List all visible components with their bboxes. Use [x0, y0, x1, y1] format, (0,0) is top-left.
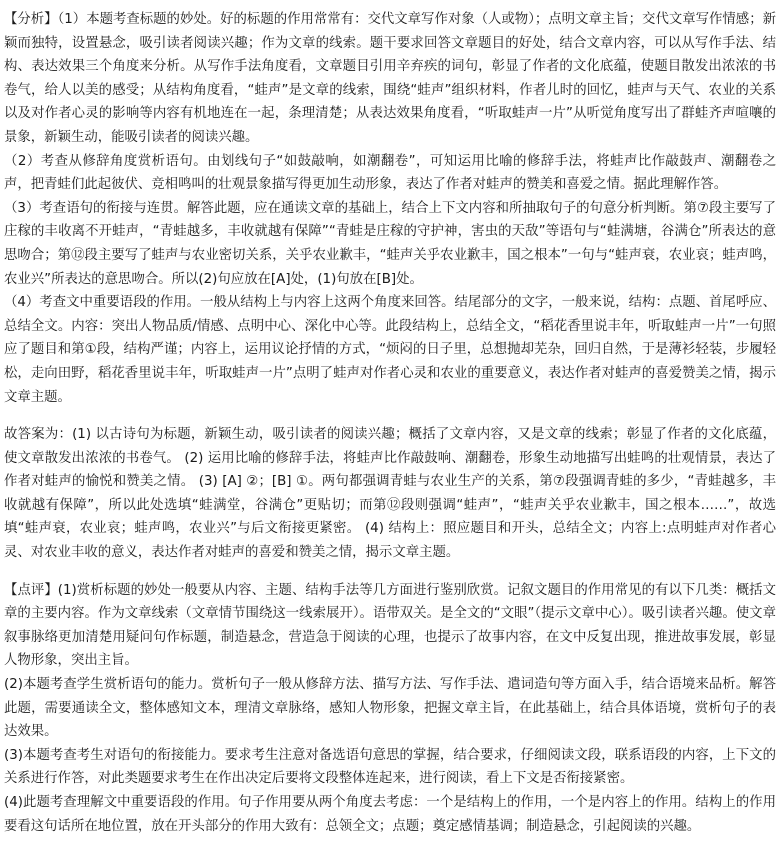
analysis-paragraph: （2）考查从修辞角度赏析语句。由划线句子“如鼓敲响，如潮翻卷”，可知运用比喻的修辞手法，将蛙声比作敲鼓声、潮翻卷之声，把青蛙们此起彼伏、竞相鸣叫的壮观景象描写得更加生动形象，表达了作者对蛙声的赞美和喜爱之情。据此理解作答。 — [4, 153, 776, 193]
comment-paragraph: (3)本题考查考生对语句的衔接能力。要求考生注意对备选语句意思的掌握，结合要求，仔细阅读文段，联系语段的内容，上下文的关系进行作答，对此类题要求考生在作出决定后要将文段整体连起来，进行阅读，看上下文是否衔接紧密。 — [4, 747, 776, 787]
comment-paragraph: 【点评】(1)赏析标题的妙处一般要从内容、主题、结构手法等几方面进行鉴别欣赏。记叙文题目的作用常见的有以下几类：概括文章的主要内容。作为文章线索（文章情节围绕这一线索展开）。语带双关。是全文的“文眼”（提示文章中心）。吸引读者兴趣。使文章叙事脉络更加清楚用疑问句作标题，制造悬念，营造急于阅读的心理，也提示了故事内容，在文中反复出现，推进故事发展，彰显人物形象，突出主旨。 — [4, 582, 776, 669]
comment-paragraph: (4)此题考查理解文中重要语段的作用。句子作用要从两个角度去考虑：一个是结构上的作用，一个是内容上的作用。结构上的作用要看这句话所在地位置，放在开头部分的作用大致有：总领全文；点题；奠定感情基调；制造悬念，引起阅读的兴趣。 — [4, 795, 776, 834]
comment-paragraph: (2)本题考查学生赏析语句的能力。赏析句子一般从修辞方法、描写方法、写作手法、遣词造句等方面入手，结合语境来品析。解答此题，需要通读全文，整体感知文本，理清文章脉络，感知人物形象，把握文章主旨，在此基础上，结合具体语境，赏析句子的表达效果。 — [4, 677, 776, 740]
answer-paragraph: 故答案为：(1) 以古诗句为标题，新颖生动，吸引读者的阅读兴趣；概括了文章内容，又是文章的线索；彰显了作者的文化底蕴，使文章散发出浓浓的书卷气。 (2) 运用比喻的修辞手法，将蛙声比作敲鼓响、潮翻卷，形象生动地描写出蛙鸣的壮观情景，表达了作者对蛙声的愉悦和赞美之情。 (3) [A] ②；[B] ①。两句都强调青蛙与农业生产的关系，第⑦段强调青蛙的多少，“青蛙越多，丰收就越有保障”，所以此处选填“蛙满堂，谷满仓”更贴切；而第⑫段则强调“蛙声”，“蛙声关乎农业歉丰，国之根本……”，故选填“蛙声衰，农业哀；蛙声鸣，农业兴”与后文衔接更紧密。 (4) 结构上：照应题目和开头，总结全文；内容上:点明蛙声对作者心灵、对农业丰收的意义，表达作者对蛙声的喜爱和赞美之情，揭示文章主题。 — [4, 427, 776, 561]
analysis-paragraph: （3）考查语句的衔接与连贯。解答此题，应在通读文章的基础上，结合上下文内容和所抽取句子的句意分析判断。第⑦段主要写了庄稼的丰收离不开蛙声，“青蛙越多，丰收就越有保障”“青蛙是庄稼的守护神，害虫的天敌”等语句与“蛙满塘，谷满仓”所表达的意思吻合；第⑫段主要写了蛙声与农业密切关系，关乎农业歉丰，“蛙声关乎农业歉丰，国之根本”一句与“蛙声衰，农业哀；蛙声鸣，农业兴”所表达的意思吻合。所以(2)句应放在[A]处，(1)句放在[B]处。 — [4, 200, 776, 287]
analysis-paragraph: 【分析】（1）本题考查标题的妙处。好的标题的作用常常有：交代文章写作对象（人或物）；点明文章主旨；交代文章写作情感；新颖而独特，设置悬念，吸引读者阅读兴趣；作为文章的线索。题干要求回答文章题目的好处，结合文章内容，可以从写作手法、结构、表达效果三个角度来分析。从写作手法角度看，文章题目引用辛弃疾的词句，彰显了作者的文化底蕴，使题目散发出浓浓的书卷气，给人以美的感受；从结构角度看，“蛙声”是文章的线索，围绕“蛙声”组织材料，作者儿时的回忆，蛙声与天气、农业的关系以及对作者心灵的影响等内容有机地连在一起，条理清楚；从表达效果角度看，“听取蛙声一片”从听觉角度写出了群蛙齐声喧嚷的景象，新颖生动，能吸引读者的阅读兴趣。 — [4, 12, 776, 145]
analysis-paragraph: （4）考查文中重要语段的作用。一般从结构上与内容上这两个角度来回答。结尾部分的文字，一般来说，结构：点题、首尾呼应、总结全文。内容：突出人物品质/情感、点明中心、深化中心等。此段结构上，总结全文，“稻花香里说丰年，听取蛙声一片”一句照应了题目和第①段，结构严谨；内容上，运用议论抒情的方式，“烦闷的日子里，总想抛却芜杂，回归自然，于是薄衫轻装，步履轻松，走向田野，稻花香里说丰年，听取蛙声一片”点明了蛙声对作者心灵和农业的重要意义，表达作者对蛙声的喜爱赞美之情，揭示文章主题。 — [4, 295, 776, 405]
answer-section — [4, 423, 776, 565]
analysis-section — [4, 8, 776, 409]
comment-section — [4, 579, 776, 839]
